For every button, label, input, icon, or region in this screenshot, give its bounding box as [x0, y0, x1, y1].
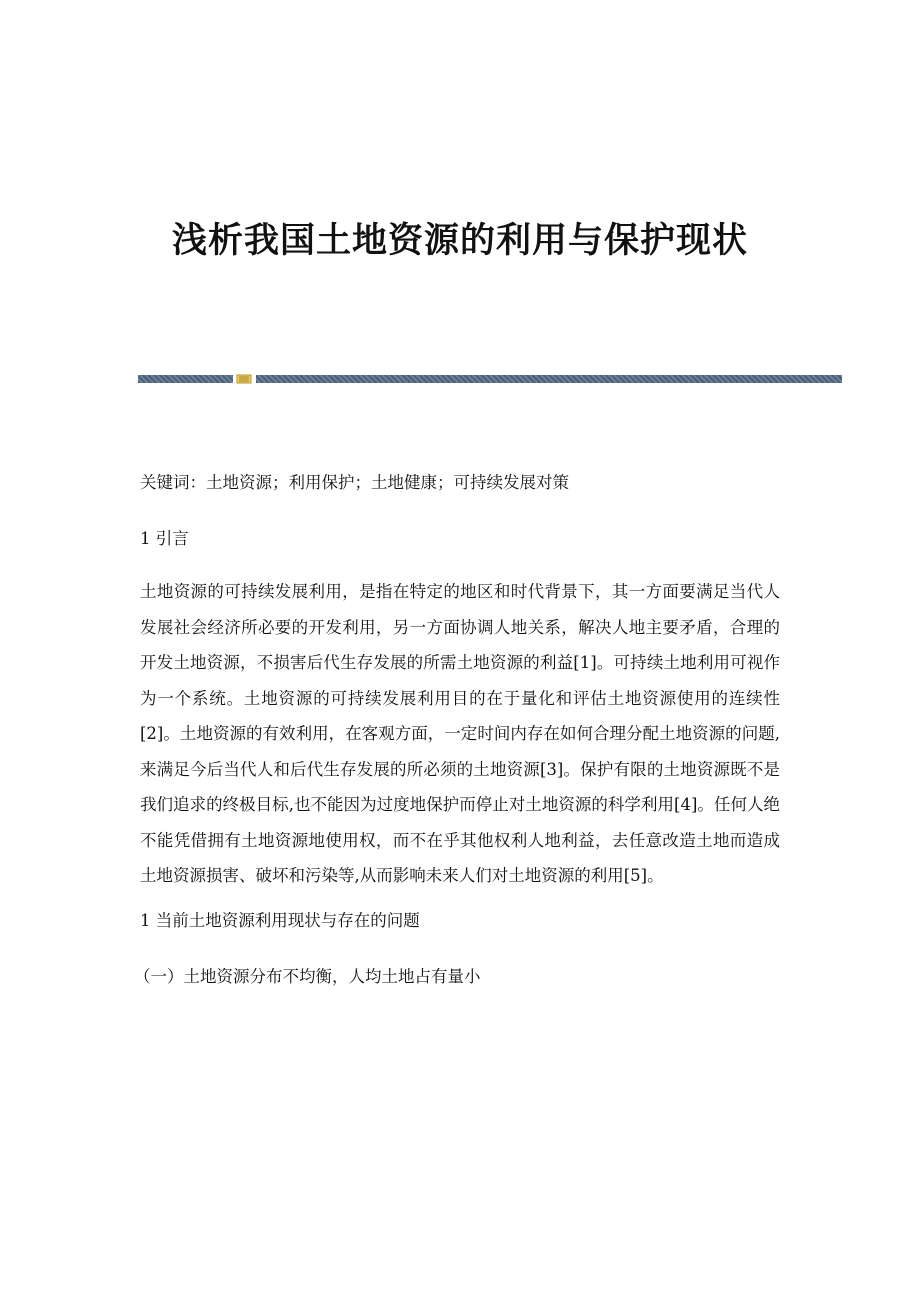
divider-bar-right	[256, 375, 842, 383]
divider-bar-left	[138, 375, 233, 383]
intro-paragraph: 土地资源的可持续发展利用，是指在特定的地区和时代背景下，其一方面要满足当代人发展社会经济所必要的开发利用，另一方面协调人地关系，解决人地主要矛盾，合理的开发土地资源，不损害后代生存发展的所需土地资源的利益[1]。可持续土地利用可视作为一个系统。土地资源的可持续发展利用目的在于量化和评估土地资源使用的连续性[2]。土地资源的有效利用，在客观方面，一定时间内存在如何合理分配土地资源的问题,来满足今后当代人和后代生存发展的所必须的土地资源[3]。保护有限的土地资源既不是我们追求的终极目标,也不能因为过度地保护而停止对土地资源的科学利用[4]。任何人绝不能凭借拥有土地资源地使用权，而不在乎其他权利人地利益，去任意改造土地而造成土地资源损害、破坏和污染等,从而影响未来人们对土地资源的利用[5]。	[140, 582, 780, 885]
divider-ornament-icon	[236, 374, 252, 384]
subsection-heading: （一）土地资源分布不均衡，人均土地占有量小	[134, 966, 481, 986]
document-title: 浅析我国土地资源的利用与保护现状	[171, 220, 748, 261]
title-divider	[138, 374, 842, 384]
section-heading-intro: 1 引言	[140, 529, 189, 548]
keywords-line: 关键词：土地资源；利用保护；土地健康；可持续发展对策	[140, 473, 569, 492]
section-heading-status: 1 当前土地资源利用现状与存在的问题	[140, 910, 420, 930]
document-body	[134, 462, 780, 998]
